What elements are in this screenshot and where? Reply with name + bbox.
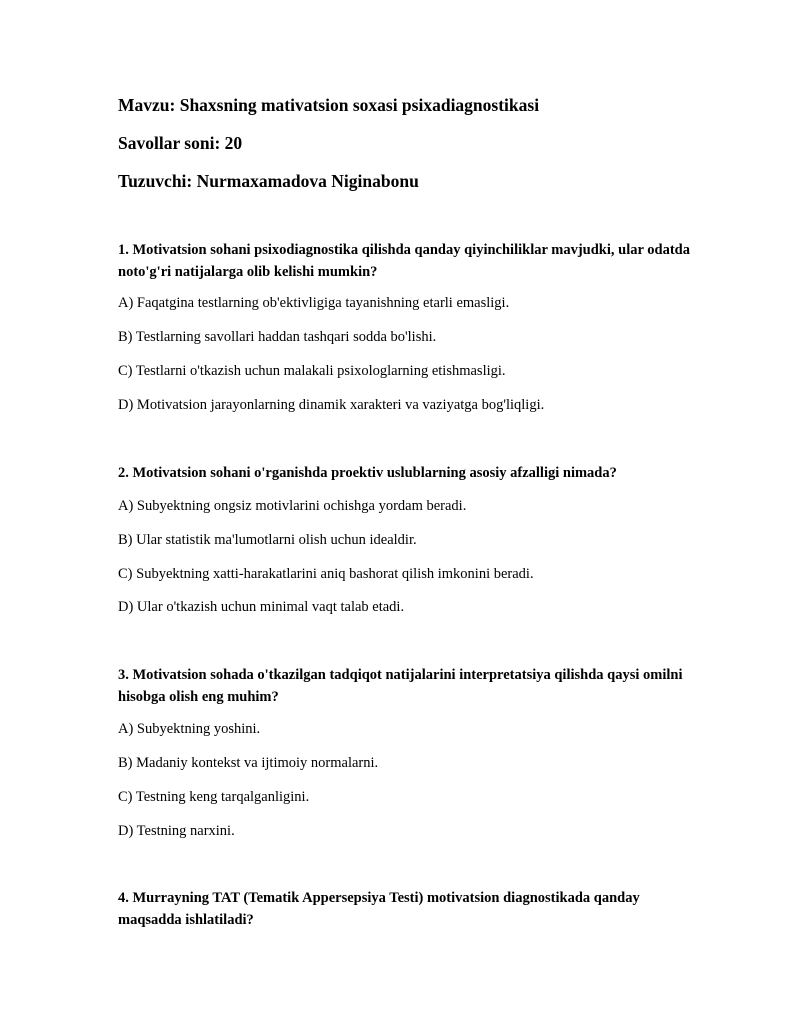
question-2-option-d: D) Ular o'tkazish uchun minimal vaqt talab etadi. (118, 599, 405, 615)
question-2: 2. Motivatsion sohani o'rganishda proektiv uslublarning asosiy afzalligi nimada? (118, 465, 617, 481)
question-3: 3. Motivatsion sohada o'tkazilgan tadqiqot natijalarini interpretatsiya qilishda qaysi omilni hisobga olish eng muhim? (118, 667, 683, 705)
document-author: Tuzuvchi: Nurmaxamadova Niginabonu (118, 171, 419, 191)
document-topic: Mavzu: Shaxsning mativatsion soxasi psixadiagnostikasi (118, 95, 540, 115)
question-3-option-d: D) Testning narxini. (118, 823, 235, 839)
question-count: Savollar soni: 20 (118, 133, 243, 153)
question-3-option-b: B) Madaniy kontekst va ijtimoiy normalarni. (118, 755, 379, 771)
question-1-option-d: D) Motivatsion jarayonlarning dinamik xarakteri va vaziyatga bog'liqligi. (118, 397, 545, 413)
question-3-option-a: A) Subyektning yoshini. (118, 721, 261, 737)
question-1-option-c: C) Testlarni o'tkazish uchun malakali psixologlarning etishmasligi. (118, 363, 506, 379)
question-3-option-c: C) Testning keng tarqalganligini. (118, 789, 310, 805)
question-1-option-a: A) Faqatgina testlarning ob'ektivligiga tayanishning etarli emasligi. (118, 295, 510, 311)
question-1-option-b: B) Testlarning savollari haddan tashqari sodda bo'lishi. (118, 329, 437, 345)
question-2-option-a: A) Subyektning ongsiz motivlarini ochishga yordam beradi. (118, 498, 467, 514)
question-4: 4. Murrayning TAT (Tematik Appersepsiya Testi) motivatsion diagnostikada qanday maqsadda ishlatiladi? (118, 890, 640, 928)
question-2-option-c: C) Subyektning xatti-harakatlarini aniq bashorat qilish imkonini beradi. (118, 566, 534, 582)
question-2-option-b: B) Ular statistik ma'lumotlarni olish uchun idealdir. (118, 532, 417, 548)
question-1: 1. Motivatsion sohani psixodiagnostika qilishda qanday qiyinchiliklar mavjudki, ular odatda noto'g'ri natijalarga olib kelishi mumkin? (118, 242, 690, 280)
